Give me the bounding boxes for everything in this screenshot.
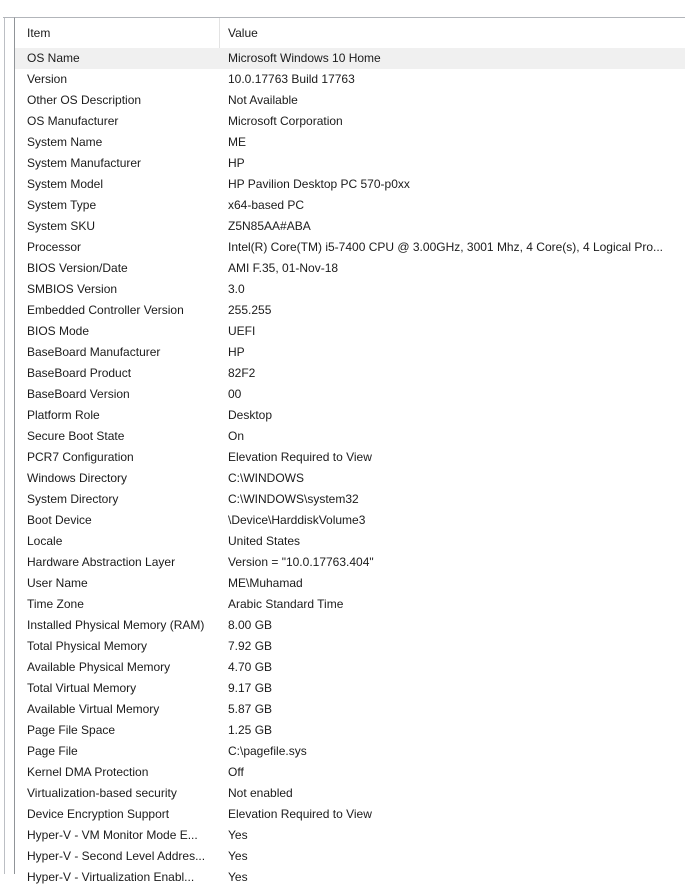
table-row[interactable]	[15, 720, 685, 741]
value-cell: ME\Muhamad	[228, 576, 303, 590]
pane-splitter[interactable]	[5, 18, 14, 874]
table-row[interactable]	[15, 867, 685, 888]
value-cell: Not enabled	[228, 786, 293, 800]
value-cell: United States	[228, 534, 301, 548]
item-cell: Available Virtual Memory	[27, 702, 160, 716]
item-cell: System Directory	[27, 492, 119, 506]
table-row[interactable]	[15, 783, 685, 804]
value-cell: 5.87 GB	[228, 702, 273, 716]
table-row[interactable]	[15, 69, 685, 90]
value-cell: HP	[228, 156, 245, 170]
item-cell: Boot Device	[27, 513, 92, 527]
value-cell: Off	[228, 765, 244, 779]
item-cell: PCR7 Configuration	[27, 450, 134, 464]
item-cell: System Manufacturer	[27, 156, 142, 170]
value-cell: Arabic Standard Time	[228, 597, 344, 611]
table-row[interactable]	[15, 279, 685, 300]
table-row[interactable]	[15, 657, 685, 678]
system-summary-table-body	[15, 48, 685, 888]
system-summary-list	[14, 17, 685, 884]
table-row[interactable]	[15, 552, 685, 573]
value-cell: 8.00 GB	[228, 618, 273, 632]
value-cell: 00	[228, 387, 242, 401]
table-row[interactable]	[15, 132, 685, 153]
table-row[interactable]	[15, 636, 685, 657]
table-row[interactable]	[15, 174, 685, 195]
item-cell: Platform Role	[27, 408, 100, 422]
item-cell: Processor	[27, 240, 82, 254]
value-cell: x64-based PC	[228, 198, 305, 212]
item-cell: Available Physical Memory	[27, 660, 171, 674]
list-header	[15, 18, 685, 48]
table-row[interactable]	[15, 531, 685, 552]
item-cell: BaseBoard Version	[27, 387, 130, 401]
value-cell: Desktop	[228, 408, 273, 422]
item-cell: Hyper-V - Virtualization Enabl...	[27, 870, 195, 884]
value-cell: C:\WINDOWS\system32	[228, 492, 359, 506]
value-cell: HP Pavilion Desktop PC 570-p0xx	[228, 177, 410, 191]
item-cell: Other OS Description	[27, 93, 142, 107]
value-cell: 1.25 GB	[228, 723, 273, 737]
value-cell: Yes	[228, 828, 248, 842]
table-row[interactable]	[15, 615, 685, 636]
value-cell: 7.92 GB	[228, 639, 273, 653]
value-cell: Version = "10.0.17763.404"	[228, 555, 374, 569]
table-row[interactable]	[15, 195, 685, 216]
table-row[interactable]	[15, 846, 685, 867]
value-cell: Microsoft Corporation	[228, 114, 343, 128]
table-row[interactable]	[15, 741, 685, 762]
item-cell: Page File Space	[27, 723, 116, 737]
table-row[interactable]	[15, 426, 685, 447]
item-cell: Total Physical Memory	[27, 639, 148, 653]
item-cell: Locale	[27, 534, 63, 548]
item-cell: BIOS Version/Date	[27, 261, 128, 275]
table-row[interactable]	[15, 342, 685, 363]
table-row[interactable]	[15, 447, 685, 468]
item-cell: BIOS Mode	[27, 324, 90, 338]
value-cell: 10.0.17763 Build 17763	[228, 72, 355, 86]
item-cell: Hyper-V - Second Level Addres...	[27, 849, 206, 863]
item-cell: Hyper-V - VM Monitor Mode E...	[27, 828, 198, 842]
column-header-item[interactable]: Item	[27, 26, 51, 40]
table-row[interactable]	[15, 153, 685, 174]
item-cell: OS Name	[27, 51, 80, 65]
item-cell: SMBIOS Version	[27, 282, 118, 296]
item-cell: Time Zone	[27, 597, 84, 611]
table-row[interactable]	[15, 237, 685, 258]
item-cell: Secure Boot State	[27, 429, 125, 443]
item-cell: System SKU	[27, 219, 96, 233]
table-row[interactable]	[15, 594, 685, 615]
item-cell: System Name	[27, 135, 103, 149]
table-row[interactable]	[15, 489, 685, 510]
value-cell: Yes	[228, 849, 248, 863]
table-row[interactable]	[15, 510, 685, 531]
item-cell: User Name	[27, 576, 88, 590]
value-cell: C:\pagefile.sys	[228, 744, 307, 758]
value-cell: HP	[228, 345, 245, 359]
value-cell: 82F2	[228, 366, 256, 380]
value-cell: \Device\HarddiskVolume3	[228, 513, 366, 527]
item-cell: BaseBoard Product	[27, 366, 132, 380]
item-cell: Embedded Controller Version	[27, 303, 184, 317]
value-cell: 4.70 GB	[228, 660, 273, 674]
value-cell: AMI F.35, 01-Nov-18	[228, 261, 339, 275]
value-cell: Z5N85AA#ABA	[228, 219, 311, 233]
value-cell: Intel(R) Core(TM) i5-7400 CPU @ 3.00GHz, 3001 Mhz, 4 Core(s), 4 Logical Pro...	[228, 240, 663, 254]
item-cell: Device Encryption Support	[27, 807, 170, 821]
table-row[interactable]	[15, 216, 685, 237]
value-cell: Elevation Required to View	[228, 450, 372, 464]
table-row[interactable]	[15, 90, 685, 111]
value-cell: Yes	[228, 870, 248, 884]
item-cell: OS Manufacturer	[27, 114, 119, 128]
table-row[interactable]	[15, 762, 685, 783]
item-cell: System Type	[27, 198, 97, 212]
item-cell: Hardware Abstraction Layer	[27, 555, 176, 569]
value-cell: UEFI	[228, 324, 256, 338]
table-row[interactable]	[15, 699, 685, 720]
item-cell: Version	[27, 72, 68, 86]
item-cell: Kernel DMA Protection	[27, 765, 149, 779]
value-cell: C:\WINDOWS	[228, 471, 304, 485]
item-cell: Windows Directory	[27, 471, 128, 485]
item-cell: Total Virtual Memory	[27, 681, 137, 695]
table-row[interactable]	[15, 384, 685, 405]
value-cell: Not Available	[228, 93, 298, 107]
value-cell: ME	[228, 135, 246, 149]
table-row[interactable]	[15, 321, 685, 342]
table-row[interactable]	[15, 111, 685, 132]
table-row[interactable]	[15, 258, 685, 279]
item-cell: System Model	[27, 177, 104, 191]
value-cell: On	[228, 429, 245, 443]
table-row[interactable]	[15, 678, 685, 699]
value-cell: 3.0	[228, 282, 245, 296]
item-cell: BaseBoard Manufacturer	[27, 345, 161, 359]
value-cell: 255.255	[228, 303, 272, 317]
value-cell: Elevation Required to View	[228, 807, 372, 821]
table-row[interactable]	[15, 48, 685, 69]
item-cell: Page File	[27, 744, 78, 758]
value-cell: 9.17 GB	[228, 681, 273, 695]
item-cell: Virtualization-based security	[27, 786, 177, 800]
item-cell: Installed Physical Memory (RAM)	[27, 618, 205, 632]
column-header-value[interactable]: Value	[228, 26, 258, 40]
table-row[interactable]	[15, 468, 685, 489]
table-row[interactable]	[15, 573, 685, 594]
value-cell: Microsoft Windows 10 Home	[228, 51, 381, 65]
table-row[interactable]	[15, 363, 685, 384]
table-row[interactable]	[15, 825, 685, 846]
table-row[interactable]	[15, 405, 685, 426]
table-row[interactable]	[15, 804, 685, 825]
table-row[interactable]	[15, 300, 685, 321]
